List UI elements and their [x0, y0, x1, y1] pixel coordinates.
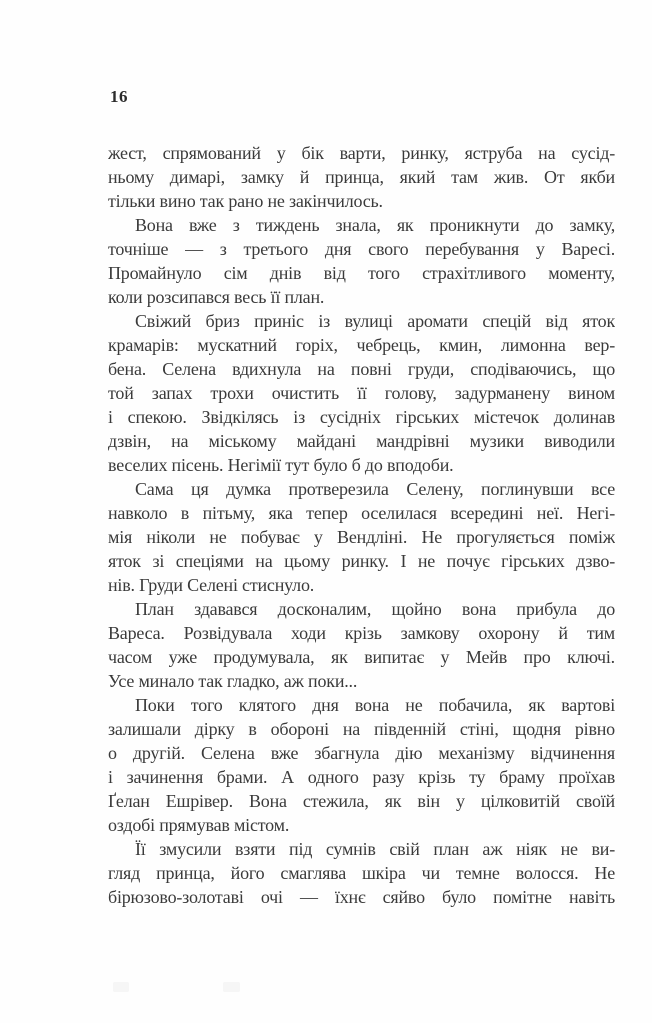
text-line: оздобі прямував містом.: [108, 815, 290, 835]
text-line: Її змусили взяти під сумнів свій план аж ніяк не ви-: [135, 839, 615, 859]
text-line: коли розсипався весь її план.: [108, 287, 325, 307]
text-line: Вона вже з тиждень знала, як проникнути до замку,: [135, 215, 615, 235]
print-bleedthrough-mark: [223, 982, 240, 992]
text-line: залишали дірку в обороні на південній стіні, щодня рівно: [108, 719, 615, 739]
paragraph: [108, 213, 615, 309]
text-line: бірюзово-золотаві очі — їхнє сяйво було помітне навіть: [108, 887, 615, 907]
text-line: Промайнуло сім днів від того страхітливого моменту,: [108, 263, 615, 283]
text-line: дзвін, на міському майдані мандрівні музики виводили: [108, 431, 615, 451]
text-line: Сама ця думка протверезила Селену, поглинувши все: [135, 479, 615, 499]
text-line: і зачинення брами. А одного разу крізь ту браму проїхав: [108, 767, 615, 787]
text-line: тільки вино так рано не закінчилось.: [108, 191, 383, 211]
text-line: Усе минало так гладко, аж поки...: [108, 671, 358, 691]
paragraph: [108, 309, 615, 477]
print-bleedthrough-mark: [113, 982, 129, 992]
text-line: веселих пісень. Негімії тут було б до вподоби.: [108, 455, 454, 475]
text-line: План здавався досконалим, щойно вона прибула до: [135, 599, 615, 619]
text-line: жест, спрямований у бік варти, ринку, яструба на сусід-: [108, 143, 615, 163]
text-line: часом уже продумувала, як випитає у Мейв про ключі.: [108, 647, 615, 667]
paragraph: [108, 597, 615, 693]
text-line: і спекою. Звідкілясь із сусідніх гірських містечок долинав: [108, 407, 615, 427]
paragraph: [108, 693, 615, 837]
text-line: Ґелан Ешрівер. Вона стежила, як він у цілковитій своїй: [108, 791, 615, 811]
text-line: гляд принца, його смаглява шкіра чи темне волосся. Не: [108, 863, 615, 883]
body-text: [108, 141, 615, 909]
page-number: 16: [110, 87, 128, 106]
text-line: Вареса. Розвідувала ходи крізь замкову охорону й тим: [108, 623, 615, 643]
text-line: той запах трохи очистить її голову, задурманену вином: [108, 383, 615, 403]
paragraph: [108, 837, 615, 909]
text-line: яток зі спеціями на цьому ринку. І не почує гірських дзво-: [108, 551, 615, 571]
text-line: нів. Груди Селені стиснуло.: [108, 575, 315, 595]
text-line: крамарів: мускатний горіх, чебрець, кмин, лимонна вер-: [108, 335, 615, 355]
text-line: ньому димарі, замку й принца, який там жив. От якби: [108, 167, 615, 187]
text-line: о другій. Селена вже збагнула дію механізму відчинення: [108, 743, 615, 763]
text-line: Поки того клятого дня вона не побачила, як вартові: [135, 695, 615, 715]
paragraph: [108, 141, 615, 213]
text-line: навколо в пітьму, яка тепер оселилася всередині неї. Негі-: [108, 503, 615, 523]
text-line: бена. Селена вдихнула на повні груди, сподіваючись, що: [108, 359, 615, 379]
paragraph: [108, 477, 615, 597]
text-line: Свіжий бриз приніс із вулиці аромати спецій від яток: [135, 311, 615, 331]
text-line: мія ніколи не побуває у Вендліні. Не прогуляється поміж: [108, 527, 615, 547]
text-line: точніше — з третього дня свого перебування у Варесі.: [108, 239, 615, 259]
